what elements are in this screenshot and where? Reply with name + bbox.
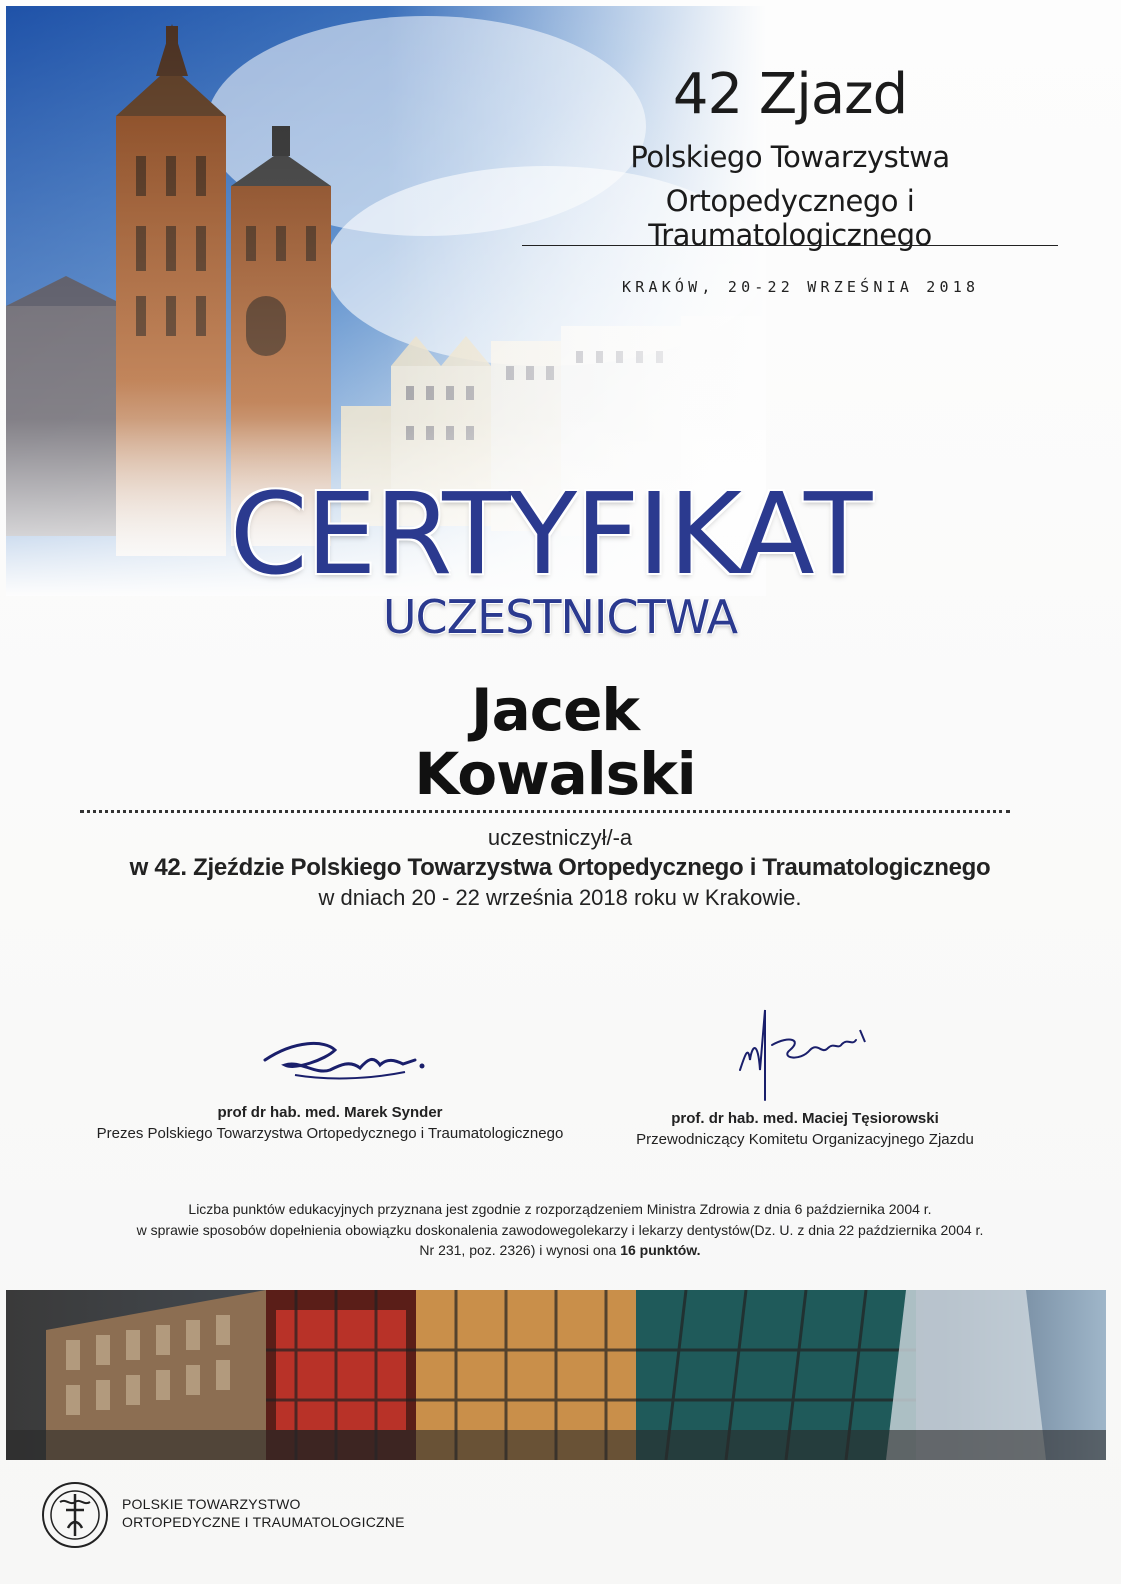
footer-org-line-1: POLSKIE TOWARZYSTWO — [122, 1496, 301, 1512]
recipient-last-name: Kowalski — [414, 740, 696, 808]
society-line-2: Ortopedycznego i Traumatologicznego — [648, 184, 932, 252]
left-signatory-role: Prezes Polskiego Towarzystwa Ortopedycznego i Traumatologicznego — [96, 1125, 564, 1142]
signature-right — [710, 1000, 890, 1105]
header-divider — [522, 245, 1058, 246]
right-signatory-name: prof. dr hab. med. Maciej Tęsiorowski — [671, 1110, 939, 1127]
signature-left — [255, 1030, 435, 1090]
points-text-line-1: Liczba punktów edukacyjnych przyznana jest zgodnie z rozporządzeniem Ministra Zdrowia z dnia 6 października 2004 r. — [188, 1201, 932, 1217]
footer-org-line-2: ORTOPEDYCZNE I TRAUMATOLOGICZNE — [122, 1514, 405, 1530]
participation-verb: uczestniczył/-a — [487, 825, 633, 850]
points-text-prefix: Nr 231, poz. 2326) i wynosi ona — [419, 1242, 621, 1258]
points-text-line-2: w sprawie sposobów dopełnienia obowiązku doskonalenia zawodowegolekarzy i lekarzy dentystów(Dz. U. z dnia 22 października 2004 r. — [136, 1222, 984, 1238]
event-full-name: w 42. Zjeździe Polskiego Towarzystwa Ortopedycznego i Traumatologicznego — [129, 854, 991, 881]
event-number: 42 Zjazd — [672, 62, 908, 127]
society-logo-icon — [40, 1480, 110, 1550]
points-text-line-3 — [70, 1242, 1050, 1258]
society-line-1: Polskiego Towarzystwa — [630, 140, 950, 174]
recipient-first-name: Jacek — [470, 676, 639, 744]
certificate-title: CERTYFIKAT — [229, 470, 871, 600]
name-dotted-line — [80, 810, 1010, 813]
certificate-subtitle: UCZESTNICTWA — [382, 590, 738, 644]
event-dates: w dniach 20 - 22 września 2018 roku w Krakowie. — [318, 885, 802, 910]
place-date: KRAKÓW, 20-22 WRZEŚNIA 2018 — [622, 278, 980, 296]
congress-centre-photo — [6, 1290, 1106, 1460]
right-signatory-role: Przewodniczący Komitetu Organizacyjnego Zjazdu — [636, 1131, 974, 1148]
left-signatory-name: prof dr hab. med. Marek Synder — [217, 1104, 443, 1121]
points-value: 16 punktów. — [620, 1242, 701, 1258]
